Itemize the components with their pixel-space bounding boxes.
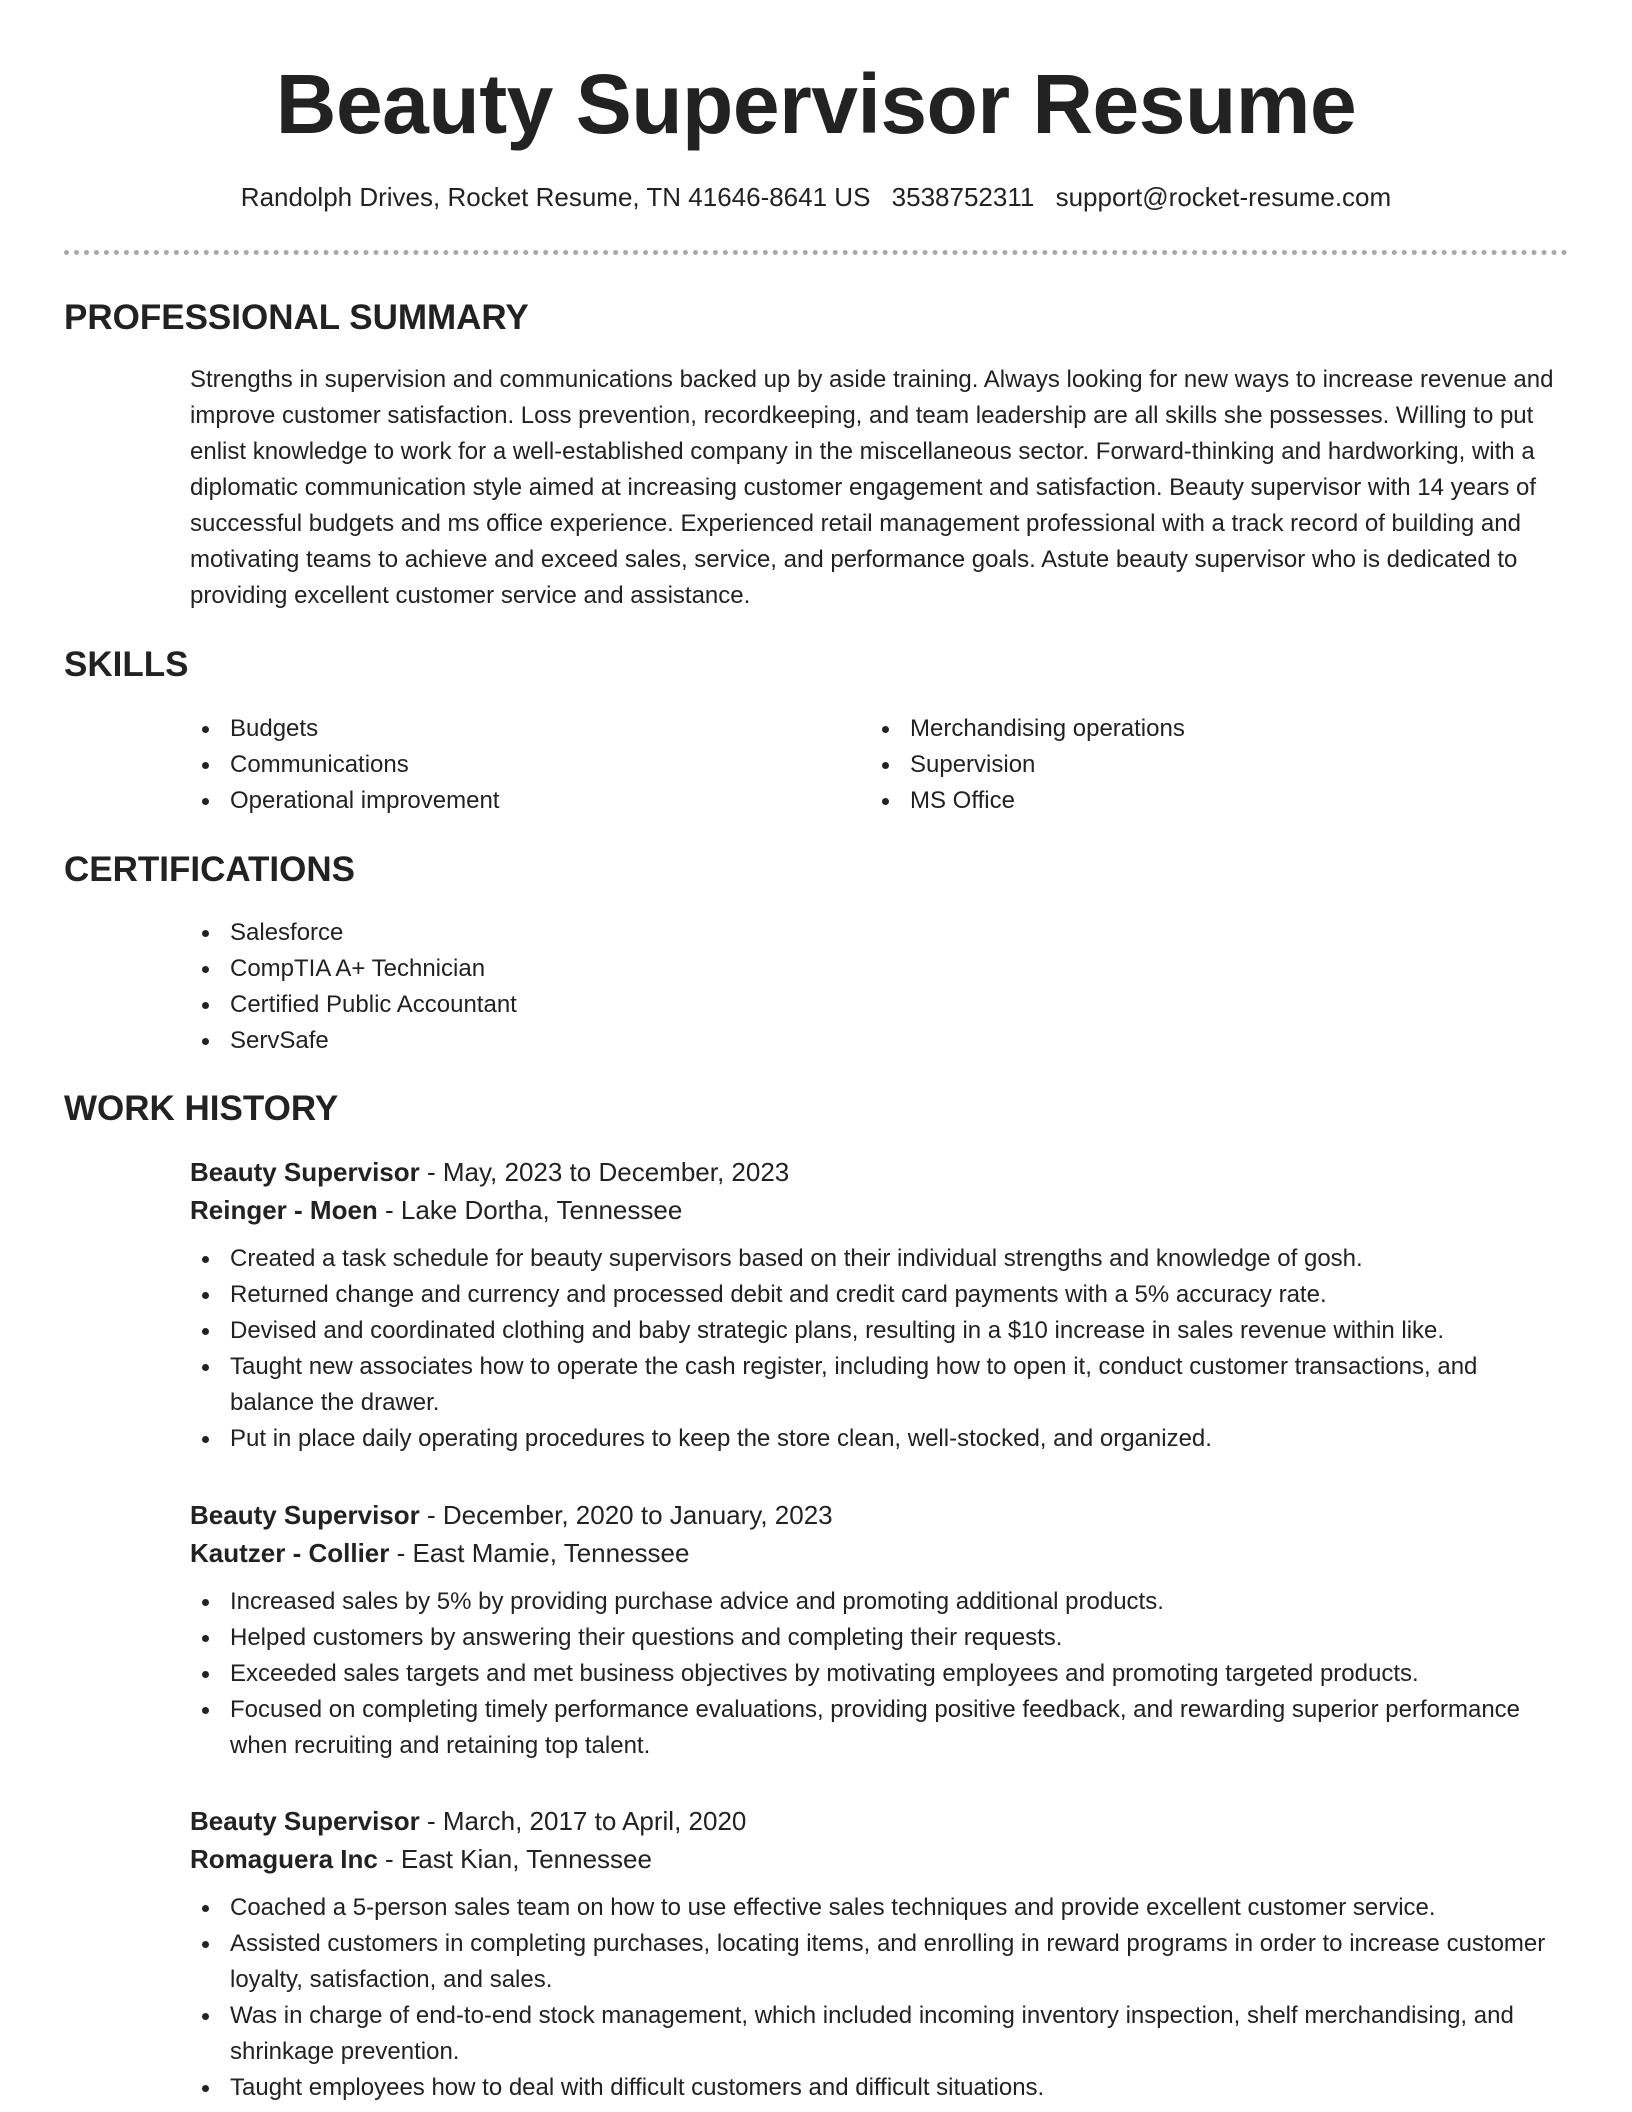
summary-heading: PROFESSIONAL SUMMARY [64,298,529,337]
header-divider [64,250,1568,255]
job-bullet: Returned change and currency and processed debit and credit card payments with a 5% accuracy rate. [186,1277,1568,1313]
job-company-line [190,1534,1568,1572]
job-bullet: Exceeded sales targets and met business objectives by motivating employees and promoting targeted products. [186,1656,1568,1692]
skills-column-left [186,711,826,819]
job-bullet: Devised and coordinated clothing and baby strategic plans, resulting in a $10 increase in sales revenue within like. [186,1313,1568,1349]
certifications-column [186,915,826,1059]
contact-phone: 3538752311 [891,182,1035,212]
job-dates: - December, 2020 to January, 2023 [419,1500,833,1530]
job-entry [190,1153,1568,1457]
job-bullet: Increased sales by 5% by providing purchase advice and promoting additional products. [186,1584,1568,1620]
certification-item: Certified Public Accountant [186,987,826,1023]
summary-text: Strengths in supervision and communications backed up by aside training. Always looking for new ways to increase revenue and improve customer satisfaction. Loss prevention, recordkeeping, and team leadership are all skills she possesses. Willing to put enlist knowledge to work for a well-established company in the miscellaneous sector. Forward-thinking and hardworking, with a diplomatic communication style aimed at increasing customer engagement and satisfaction. Beauty supervisor with 14 years of successful budgets and ms office experience. Experienced retail management professional with a track record of building and motivating teams to achieve and exceed sales, service, and performance goals. Astute beauty supervisor who is dedicated to providing excellent customer service and assistance. [190,366,1554,609]
contact-line [0,180,1632,214]
contact-email: support@rocket-resume.com [1055,182,1392,212]
skills-heading: SKILLS [64,645,189,684]
job-bullet: Was in charge of end-to-end stock management, which included incoming inventory inspection, shelf merchandising, and shrinkage prevention. [186,1998,1568,2070]
job-bullets [186,1584,1568,1764]
job-bullet: Created a task schedule for beauty supervisors based on their individual strengths and knowledge of gosh. [186,1241,1568,1277]
skill-item: MS Office [866,783,1506,819]
job-bullet: Assisted customers in completing purchases, locating items, and enrolling in reward programs in order to increase customer loyalty, satisfaction, and sales. [186,1926,1568,1998]
job-title-line [190,1802,1568,1840]
job-bullet: Taught employees how to deal with difficult customers and difficult situations. [186,2070,1568,2106]
job-company: Kautzer - Collier [190,1538,390,1568]
certification-item: CompTIA A+ Technician [186,951,826,987]
job-location: - Lake Dortha, Tennessee [377,1195,683,1225]
job-title: Beauty Supervisor [190,1500,420,1530]
skills-list-right [866,711,1506,819]
work-history-heading: WORK HISTORY [64,1089,339,1128]
skill-item: Budgets [186,711,826,747]
job-title: Beauty Supervisor [190,1806,420,1836]
job-company: Reinger - Moen [190,1195,378,1225]
skills-list-left [186,711,826,819]
job-bullet: Coached a 5-person sales team on how to use effective sales techniques and provide excellent customer service. [186,1890,1568,1926]
job-company: Romaguera Inc [190,1844,378,1874]
certifications-list [186,915,826,1059]
job-bullet: Put in place daily operating procedures to keep the store clean, well-stocked, and organized. [186,1421,1568,1457]
job-bullets [186,1890,1568,2106]
job-title-line [190,1496,1568,1534]
job-title: Beauty Supervisor [190,1157,420,1187]
resume-title: Beauty Supervisor Resume [275,57,1357,151]
job-dates: - March, 2017 to April, 2020 [419,1806,747,1836]
job-title-line [190,1153,1568,1191]
job-bullet: Helped customers by answering their questions and completing their requests. [186,1620,1568,1656]
job-bullet: Focused on completing timely performance evaluations, providing positive feedback, and rewarding superior performance when recruiting and retaining top talent. [186,1692,1568,1764]
skill-item: Merchandising operations [866,711,1506,747]
job-bullet: Taught new associates how to operate the cash register, including how to open it, conduct customer transactions, and balance the drawer. [186,1349,1568,1421]
certification-item: Salesforce [186,915,826,951]
job-location: - East Kian, Tennessee [377,1844,652,1874]
skill-item: Operational improvement [186,783,826,819]
contact-address: Randolph Drives, Rocket Resume, TN 41646-8641 US [240,182,871,212]
job-entry [190,1802,1568,2106]
job-company-line [190,1840,1568,1878]
job-dates: - May, 2023 to December, 2023 [419,1157,790,1187]
skills-column-right [866,711,1506,819]
job-bullets [186,1241,1568,1457]
job-location: - East Mamie, Tennessee [389,1538,690,1568]
certification-item: ServSafe [186,1023,826,1059]
skill-item: Supervision [866,747,1506,783]
job-company-line [190,1191,1568,1229]
job-entry [190,1496,1568,1764]
certifications-heading: CERTIFICATIONS [64,850,356,889]
skill-item: Communications [186,747,826,783]
